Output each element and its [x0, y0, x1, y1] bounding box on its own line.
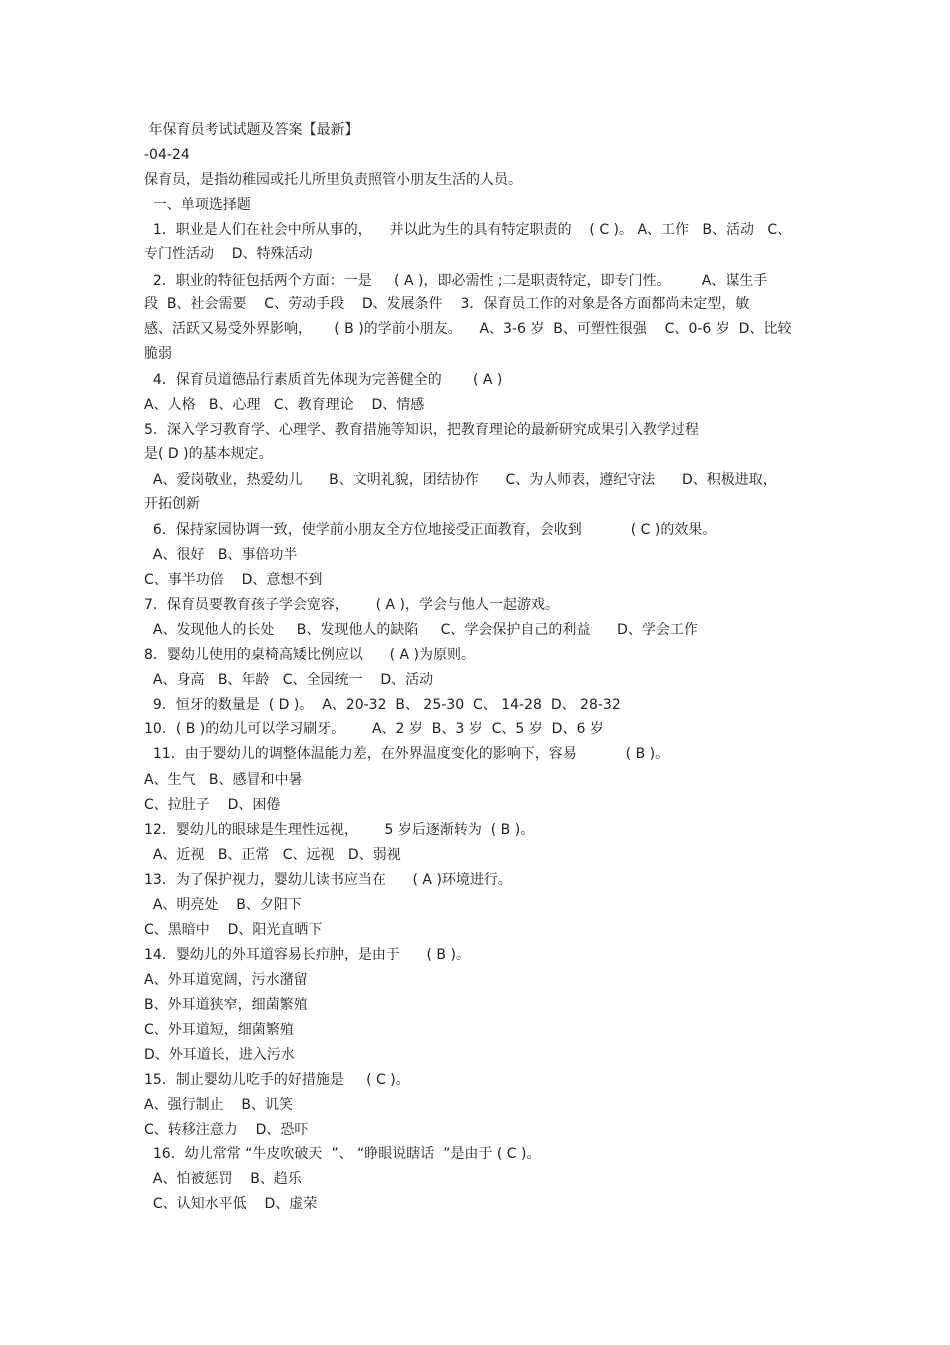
text-line: C、事半功倍 D、意想不到 [144, 572, 323, 588]
text-line: A、近视 B、正常 C、远视 D、弱视 [144, 847, 401, 863]
text-line: A、很好 B、事倍功半 [144, 547, 298, 563]
text-line: 15．制止婴幼儿吃手的好措施是 ( C )。 [144, 1072, 410, 1088]
text-line: 1．职业是人们在社会中所从事的， 并以此为生的具有特定职责的 ( C )。 A、工作 B、活动 C、 [144, 222, 792, 238]
text-line: A、生气 B、感冒和中暑 [144, 772, 303, 788]
text-line: 段 B、社会需要 C、劳动手段 D、发展条件 3．保育员工作的对象是各方面都尚未定型，敏 [144, 296, 750, 312]
text-line: 是( D )的基本规定。 [144, 446, 273, 462]
text-line: 13．为了保护视力，婴幼儿读书应当在 ( A )环境进行。 [144, 872, 512, 888]
text-line: 专门性活动 D、特殊活动 [144, 246, 313, 262]
text-line: 12．婴幼儿的眼球是生理性远视， 5 岁后逐渐转为 ( B )。 [144, 822, 535, 838]
text-line: 14．婴幼儿的外耳道容易长疖肿，是由于 ( B )。 [144, 947, 470, 963]
document-date: -04-24 [144, 147, 190, 163]
text-line: 4．保育员道德品行素质首先体现为完善健全的 ( A ) [144, 372, 503, 388]
text-line: 9．恒牙的数量是 ( D )。 A、20-32 B、 25-30 C、 14-28 D、 28-32 [144, 697, 621, 713]
text-line: C、转移注意力 D、恐吓 [144, 1122, 309, 1138]
text-line: A、明亮处 B、夕阳下 [144, 897, 302, 913]
text-line: 感、活跃又易受外界影响， ( B )的学前小朋友。 A、3-6 岁 B、可塑性很强 C、0-6 岁 D、比较 [144, 321, 792, 337]
text-line: A、身高 B、年龄 C、全园统一 D、活动 [144, 672, 434, 688]
text-line: 16．幼儿常常 “牛皮吹破天 ”、 “睁眼说瞎话 ”是由于 ( C )。 [144, 1146, 541, 1162]
text-line: A、强行制止 B、讥笑 [144, 1097, 293, 1113]
document-intro: 保育员，是指幼稚园或托儿所里负责照管小朋友生活的人员。 [144, 172, 522, 188]
text-line: 8．婴幼儿使用的桌椅高矮比例应以 ( A )为原则。 [144, 647, 476, 663]
text-line: D、外耳道长，进入污水 [144, 1047, 295, 1063]
text-line: 5．深入学习教育学、心理学、教育措施等知识，把教育理论的最新研究成果引入教学过程 [144, 422, 699, 438]
text-line: 7．保育员要教育孩子学会宽容， ( A )，学会与他人一起游戏。 [144, 597, 560, 613]
text-line: A、怕被惩罚 B、趋乐 [144, 1171, 302, 1187]
text-line: 10．( B )的幼儿可以学习刷牙。 A、2 岁 B、3 岁 C、5 岁 D、6 岁 [144, 721, 604, 737]
text-line: C、认知水平低 D、虚荣 [144, 1196, 318, 1212]
text-line: C、拉肚子 D、困倦 [144, 797, 281, 813]
text-line: 脆弱 [144, 346, 172, 362]
text-line: 2．职业的特征包括两个方面：一是 ( A )，即必需性 ;二是职责特定，即专门性。 A、谋生手 [144, 273, 768, 289]
text-line: A、爱岗敬业，热爱幼儿 B、文明礼貌，团结协作 C、为人师表，遵纪守法 D、积极进取， [144, 472, 777, 488]
text-line: C、黑暗中 D、阳光直晒下 [144, 922, 323, 938]
text-line: A、外耳道宽阔，污水潴留 [144, 972, 308, 988]
text-line: 6．保持家园协调一致，使学前小朋友全方位地接受正面教育，会收到 ( C )的效果。 [144, 522, 717, 538]
text-line: A、人格 B、心理 C、教育理论 D、情感 [144, 397, 425, 413]
text-line: C、外耳道短，细菌繁殖 [144, 1022, 294, 1038]
text-line: 11．由于婴幼儿的调整体温能力差，在外界温度变化的影响下，容易 ( B )。 [144, 746, 670, 762]
text-line: B、外耳道狭窄，细菌繁殖 [144, 997, 308, 1013]
section-heading: 一、单项选择题 [144, 197, 251, 213]
document-title: 年保育员考试试题及答案【最新】 [144, 122, 359, 138]
text-line: A、发现他人的长处 B、发现他人的缺陷 C、学会保护自己的利益 D、学会工作 [144, 622, 698, 638]
text-line: 开拓创新 [144, 496, 200, 512]
